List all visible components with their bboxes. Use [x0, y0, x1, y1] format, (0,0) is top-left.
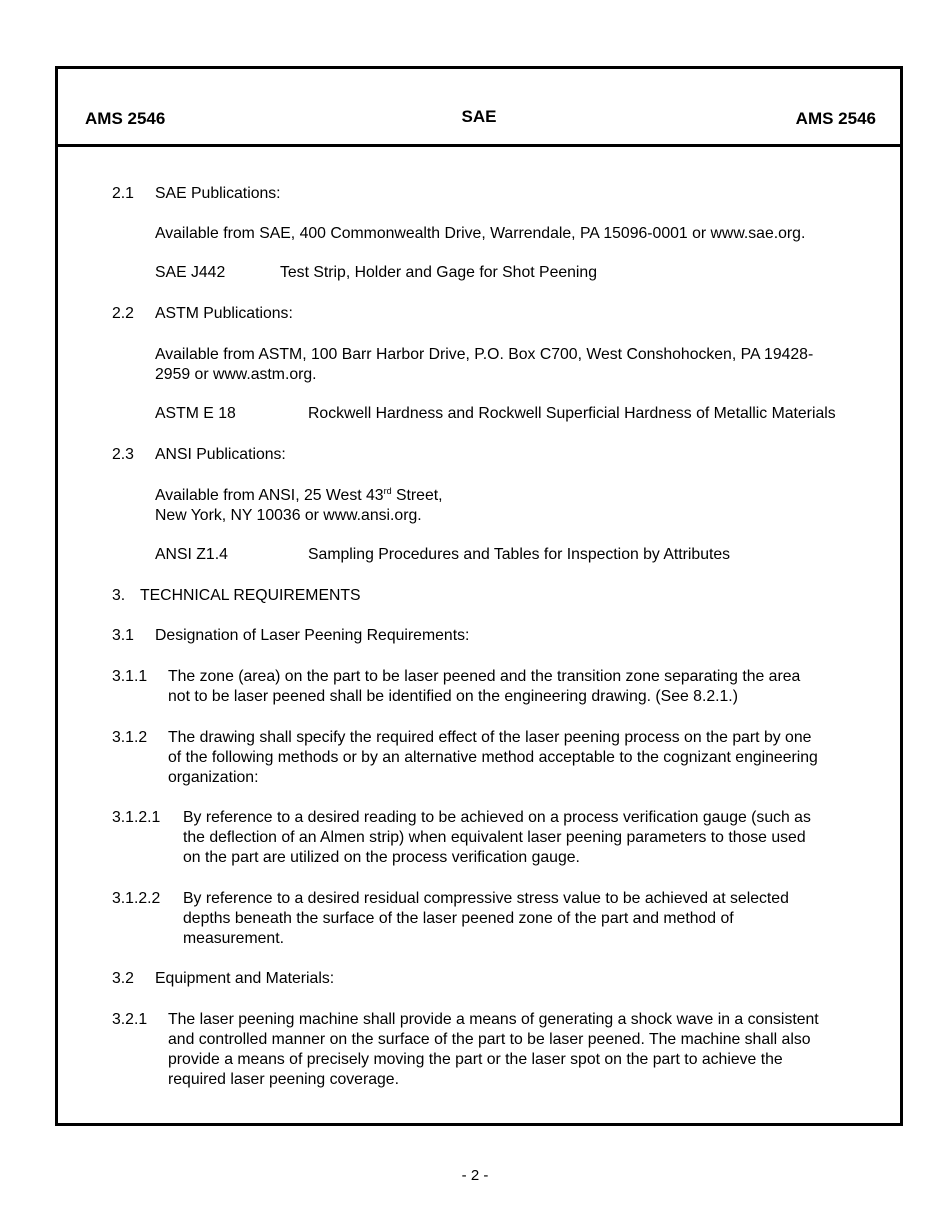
section-3-1-2-line-3: organization: [168, 769, 259, 786]
section-3-1-2-1-line-3: on the part are utilized on the process verification gauge. [183, 849, 580, 866]
section-3-1-2-2-line-1: By reference to a desired residual compressive stress value to be achieved at selected [183, 890, 789, 907]
section-3-1-2-1-line-1: By reference to a desired reading to be achieved on a process verification gauge (such as [183, 809, 811, 826]
header-publisher: SAE [461, 107, 497, 126]
section-2-1-title: SAE Publications: [155, 185, 281, 202]
section-3-2-1-line-2: and controlled manner on the surface of the part to be laser peened. The machine shall also [168, 1031, 811, 1048]
section-3-1-1-number: 3.1.1 [112, 668, 148, 685]
section-2-2-number: 2.2 [112, 305, 134, 322]
reference-code-astm-e18: ASTM E 18 [155, 405, 236, 422]
section-2-2-availability-line-1: Available from ASTM, 100 Barr Harbor Drive, P.O. Box C700, West Conshohocken, PA 19428- [155, 346, 814, 363]
section-3-2-1-line-4: required laser peening coverage. [168, 1071, 399, 1088]
reference-code-ansi-z1-4: ANSI Z1.4 [155, 546, 228, 563]
section-3-1-2-number: 3.1.2 [112, 729, 148, 746]
section-3-1-2-2-line-3: measurement. [183, 930, 284, 947]
availability-text-post: Street, [391, 487, 443, 504]
section-3-2-1-number: 3.2.1 [112, 1011, 148, 1028]
section-3-1-title: Designation of Laser Peening Requirements: [155, 627, 470, 644]
section-3-1-2-line-1: The drawing shall specify the required effect of the laser peening process on the part by one [168, 729, 812, 746]
section-2-3-number: 2.3 [112, 446, 134, 463]
header-doc-number-right: AMS 2546 [795, 109, 876, 128]
section-3-1-2-2-number: 3.1.2.2 [112, 890, 161, 907]
section-3-1-2-1-line-2: the deflection of an Almen strip) when equivalent laser peening parameters to those used [183, 829, 806, 846]
section-3-1-2-2-line-2: depths beneath the surface of the laser peened zone of the part and method of [183, 910, 734, 927]
section-3-title: TECHNICAL REQUIREMENTS [140, 587, 361, 604]
reference-title-astm-e18: Rockwell Hardness and Rockwell Superficial Hardness of Metallic Materials [308, 405, 836, 422]
section-2-3-availability-line-1 [155, 486, 443, 506]
reference-title-sae-j442: Test Strip, Holder and Gage for Shot Peening [280, 264, 598, 281]
section-3-1-number: 3.1 [112, 627, 134, 644]
section-2-1-number: 2.1 [112, 185, 134, 202]
page-number: - 2 - [461, 1167, 489, 1184]
section-3-number: 3. [112, 587, 126, 604]
section-2-2-title: ASTM Publications: [155, 305, 293, 322]
section-3-1-1-line-1: The zone (area) on the part to be laser peened and the transition zone separating the area [168, 668, 801, 685]
section-2-2-availability-line-2: 2959 or www.astm.org. [155, 366, 317, 383]
section-3-1-1-line-2: not to be laser peened shall be identified on the engineering drawing. (See 8.2.1.) [168, 688, 738, 705]
reference-title-ansi-z1-4: Sampling Procedures and Tables for Inspection by Attributes [308, 546, 731, 563]
section-2-3-availability-line-2: New York, NY 10036 or www.ansi.org. [155, 507, 422, 524]
header-doc-number-left: AMS 2546 [85, 109, 166, 128]
ordinal-superscript: rd [383, 486, 392, 496]
section-3-1-2-1-number: 3.1.2.1 [112, 809, 161, 826]
reference-code-sae-j442: SAE J442 [155, 264, 226, 281]
section-3-2-1-line-3: provide a means of precisely moving the part or the laser spot on the part to achieve the [168, 1051, 783, 1068]
section-3-1-2-line-2: of the following methods or by an alternative method acceptable to the cognizant engineering [168, 749, 818, 766]
section-3-2-1-line-1: The laser peening machine shall provide a means of generating a shock wave in a consistent [168, 1011, 819, 1028]
availability-text-pre: Available from ANSI, 25 West 43 [155, 487, 384, 504]
section-3-2-number: 3.2 [112, 970, 134, 987]
section-3-2-title: Equipment and Materials: [155, 970, 335, 987]
section-2-1-availability: Available from SAE, 400 Commonwealth Drive, Warrendale, PA 15096-0001 or www.sae.org. [155, 225, 806, 242]
section-2-3-title: ANSI Publications: [155, 446, 286, 463]
